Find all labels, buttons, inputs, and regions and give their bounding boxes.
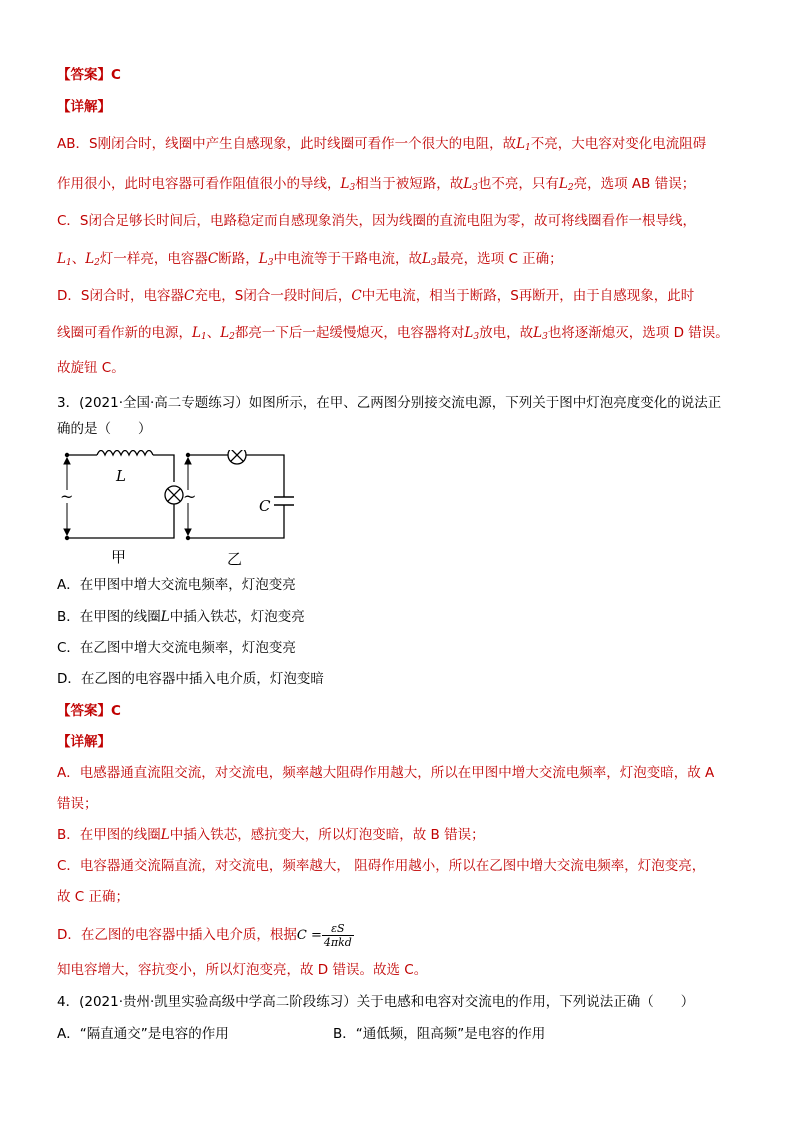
circuit-diagram: [55, 450, 305, 570]
symbol-L3: $L_3$: [340, 176, 356, 193]
explanation-text: 相当于被短路，故: [355, 176, 464, 192]
ac-source-right: ~: [183, 487, 197, 506]
option-b: B．“通低频，阻高频”是电容的作用: [333, 1026, 546, 1042]
symbol-C: C: [351, 288, 362, 304]
ac-source-left: ~: [60, 487, 74, 506]
capacitor-plates: [274, 497, 294, 505]
symbol-L3: $L_3$: [463, 176, 478, 193]
symbol-L1: $L_1$: [192, 325, 207, 342]
lamp-right: [228, 450, 246, 464]
answer-label: 【答案】C: [57, 67, 121, 83]
inductor-coil: [97, 451, 153, 456]
question-3-stem-line2: 确的是（ ）: [57, 421, 152, 437]
symbol-L3: $L_3$: [464, 325, 480, 342]
option-a: A．“隔直通交”是电容的作用: [57, 1026, 229, 1042]
symbol-L3: $L_3$: [533, 325, 548, 342]
symbol-L3: $L_3$: [258, 251, 274, 268]
symbol-L3: $L_3$: [421, 251, 437, 268]
capacitor-label: C: [259, 497, 271, 515]
answer-label: 【答案】C: [57, 703, 121, 719]
option-b: B．在甲图的线圈L中插入铁芯，灯泡变亮: [57, 609, 305, 625]
detail-label: 【详解】: [57, 734, 111, 750]
option-d: D．在乙图的电容器中插入电介质，灯泡变暗: [57, 671, 324, 687]
question-4-stem: 4．(2021·贵州·凯里实验高级中学高二阶段练习）关于电感和电容对交流电的作用，下列说法正确（ ）: [57, 994, 695, 1010]
symbol-L2: $L_2$: [220, 325, 235, 342]
explanation-ab-line2: [57, 175, 695, 197]
explanation-a-line2: 错误；: [57, 796, 98, 812]
symbol-L2: $L_2$: [85, 251, 100, 268]
question-3-stem-line1: 3．(2021·全国·高二专题练习）如图所示，在甲、乙两图分别接交流电源，下列关于图中灯泡亮度变化的说法正: [57, 395, 722, 411]
option-c: C．在乙图中增大交流电频率，灯泡变亮: [57, 640, 296, 656]
explanation-text: 作用很小，此时电容器可看作阻值很小的导线，: [57, 176, 341, 192]
detail-label: 【详解】: [57, 99, 111, 115]
explanation-d-line1: D．在乙图的电容器中插入电介质，根据C = $\frac{\varepsilon S}{\text{4πkd}}$: [57, 921, 352, 949]
symbol-C: C: [183, 288, 195, 304]
symbol-L: L: [160, 827, 170, 843]
explanation-text: 不亮，大电容对变化电流阻碍: [530, 136, 707, 152]
inductor-label: L: [116, 467, 126, 485]
symbol-L: L: [160, 609, 170, 625]
explanation-d-line1: D．S闭合时，电容器C充电，S闭合一段时间后，C中无电流，相当于断路，S再断开，由于自感现象，此时: [57, 288, 695, 304]
explanation-text: 亮，选项 AB 错误；: [573, 176, 696, 192]
symbol-L2: $L_2$: [558, 176, 574, 193]
capacitance-formula: C = $\frac{\varepsilon S}{\text{4πkd}}$: [296, 921, 352, 949]
explanation-a-line1: A．电感器通直流阻交流，对交流电，频率越大阻碍作用越大，所以在甲图中增大交流电频率，灯泡变暗，故 A: [57, 765, 715, 781]
explanation-c-line2: 故 C 正确；: [57, 889, 130, 905]
explanation-d-line2: 知电容增大，容抗变小，所以灯泡变亮，故 D 错误。故选 C。: [57, 962, 428, 978]
explanation-ab-line1: [57, 135, 706, 157]
caption-yi: 乙: [227, 550, 243, 568]
explanation-d-line2: 线圈可看作新的电源，$L_1$、$L_2$都亮一下后一起缓慢熄灭，电容器将对$L_3$放电，故$L_3$也将逐渐熄灭，选项 D 错误。: [57, 325, 729, 342]
explanation-text: AB．S刚闭合时，线圈中产生自感现象，此时线圈可看作一个很大的电阻，故: [57, 136, 517, 152]
option-a: A．在甲图中增大交流电频率，灯泡变亮: [57, 577, 296, 593]
caption-jia: 甲: [111, 548, 127, 566]
explanation-b: B．在甲图的线圈L中插入铁芯，感抗变大，所以灯泡变暗，故 B 错误；: [57, 827, 485, 843]
explanation-c-line1: C．电容器通交流隔直流，对交流电，频率越大， 阻碍作用越小，所以在乙图中增大交流电频率，灯泡变亮，: [57, 858, 706, 874]
symbol-L1: $L_1$: [516, 136, 531, 153]
symbol-L1: $L_1$: [57, 251, 72, 268]
explanation-c-line2: $L_1$、$L_2$灯一样亮，电容器C断路，$L_3$中电流等于干路电流，故$L_3$最亮，选项 C 正确；: [57, 251, 563, 268]
conclusion: 故旋钮 C。: [57, 360, 125, 376]
symbol-C: C: [207, 251, 219, 267]
explanation-text: 也不亮，只有: [477, 176, 559, 192]
explanation-c-line1: C．S闭合足够长时间后，电路稳定而自感现象消失，因为线圈的直流电阻为零，故可将线圈看作一根导线，: [57, 213, 696, 229]
